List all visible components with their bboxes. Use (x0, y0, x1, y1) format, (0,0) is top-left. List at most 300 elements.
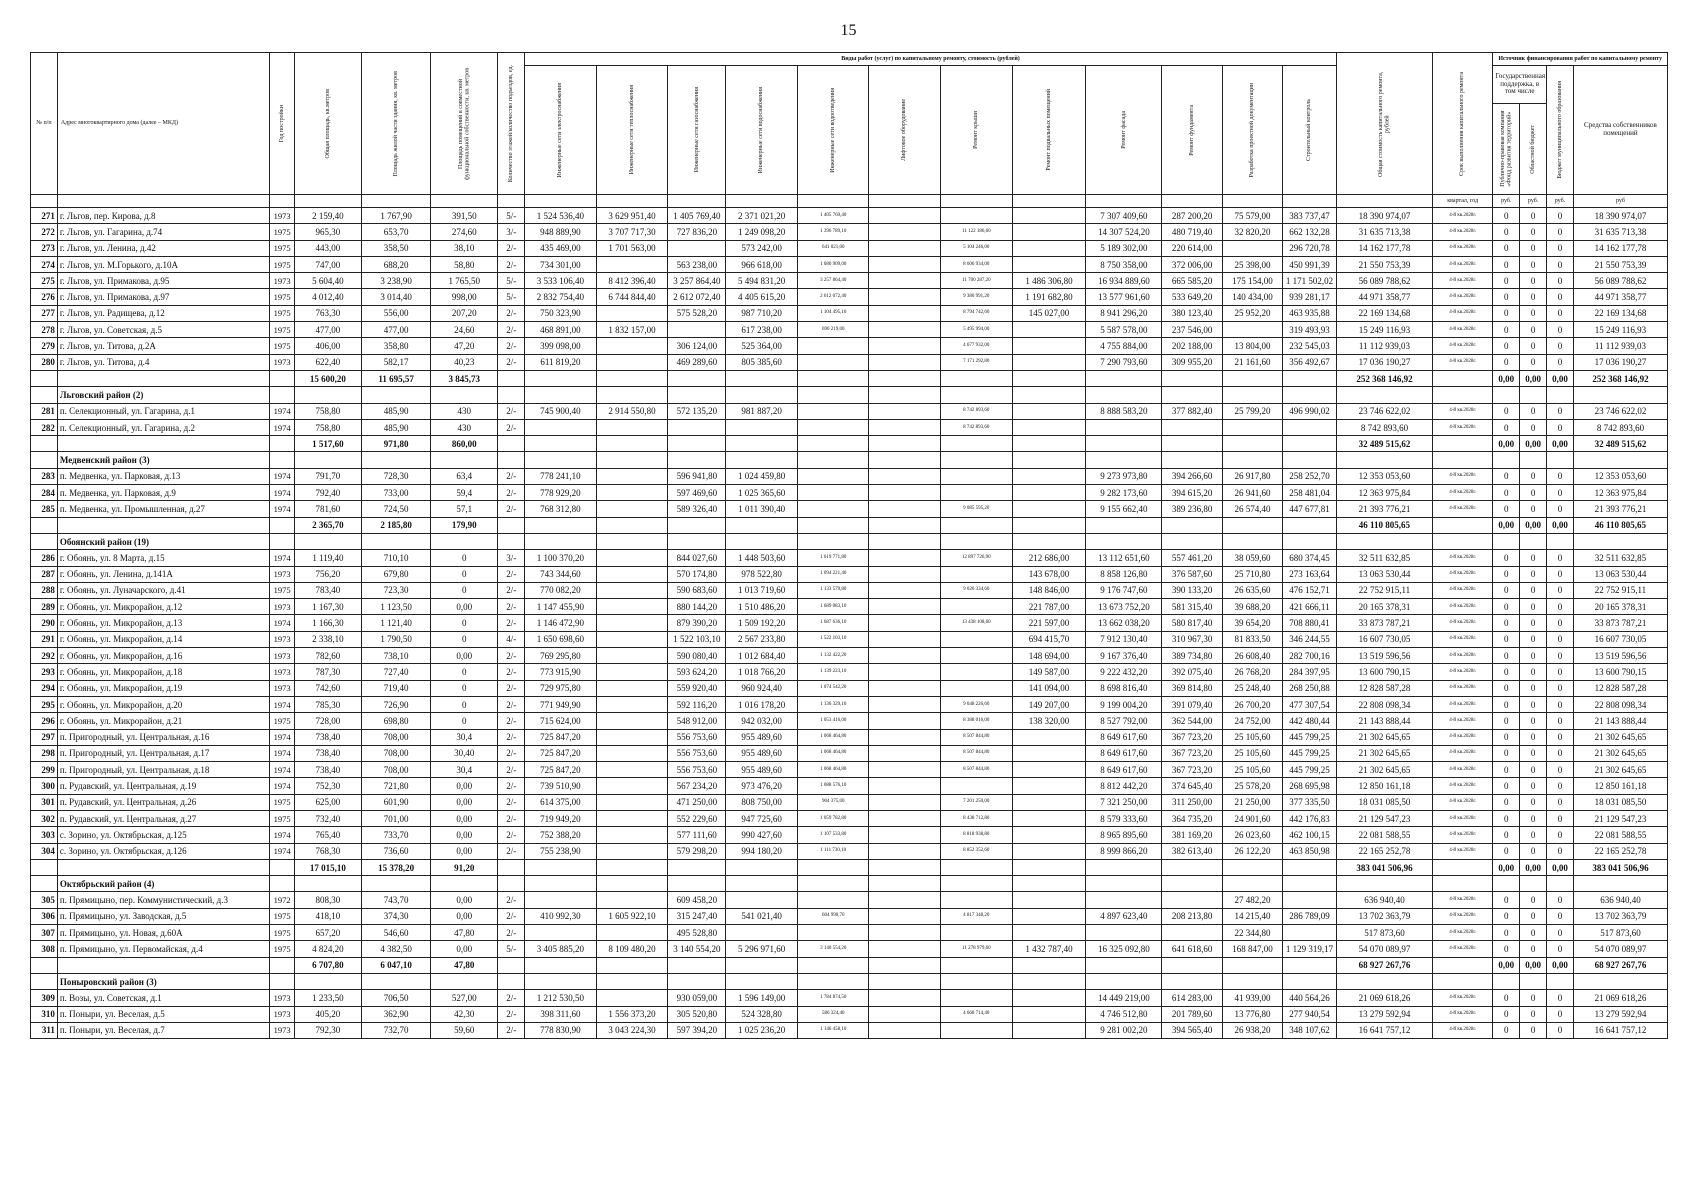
row-living-area: 733,00 (361, 485, 430, 501)
total-blank (668, 859, 726, 875)
row-total-cost: 21 302 645,65 (1336, 762, 1432, 778)
row-common-area: 0,00 (431, 778, 498, 794)
row-work-sewage: 1 619 771,80 (797, 550, 869, 566)
row-fund-public: 0 (1493, 615, 1520, 631)
row-fund-owners: 18 031 085,50 (1573, 794, 1667, 810)
row-work-gas: 577 111,60 (668, 827, 726, 843)
row-deadline: 4-й кв.2028г. (1433, 305, 1493, 321)
section-blank (941, 452, 1013, 468)
row-living-area: 358,80 (361, 338, 430, 354)
row-work-water: 981 887,20 (726, 403, 798, 419)
row-fund-local: 0 (1547, 729, 1574, 745)
row-number: 291 (31, 631, 58, 647)
row-work-sewage: 1 146 458,10 (797, 1022, 869, 1038)
row-common-area: 47,80 (431, 925, 498, 941)
header-work-heat: Инженерные сети теплоснабжения (596, 66, 668, 195)
row-work-sewage: 1 107 533,80 (797, 827, 869, 843)
row-address: п. Прямицыно, ул. Новая, д.60А (57, 925, 269, 941)
row-work-facade: 16 325 092,80 (1086, 941, 1162, 957)
row-work-facade: 8 698 816,40 (1086, 680, 1162, 696)
section-blank (270, 533, 295, 549)
row-total-area: 808,30 (294, 892, 361, 908)
row-work-water (726, 892, 798, 908)
row-fund-public: 0 (1493, 256, 1520, 272)
row-work-design: 13 776,80 (1222, 1006, 1282, 1022)
row-work-elevator (869, 403, 941, 419)
table-row (31, 256, 1668, 272)
row-common-area: 0,00 (431, 843, 498, 859)
row-fund-owners: 54 070 089,97 (1573, 941, 1667, 957)
row-work-sewage: 1 784 874,50 (797, 990, 869, 1006)
row-fund-public: 0 (1493, 810, 1520, 826)
total-fund-public: 0,00 (1493, 859, 1520, 875)
row-number: 274 (31, 256, 58, 272)
row-work-electric: 771 949,90 (525, 696, 597, 712)
row-work-foundation: 641 618,60 (1162, 941, 1222, 957)
row-fund-owners: 21 143 888,44 (1573, 713, 1667, 729)
section-blank (869, 876, 941, 892)
total-blank (596, 859, 668, 875)
row-work-supervision: 232 545,03 (1283, 338, 1337, 354)
row-work-foundation: 381 169,20 (1162, 827, 1222, 843)
header-floors: Количество этажей/количество подъездов, ед. (498, 53, 525, 195)
row-total-area: 781,60 (294, 501, 361, 517)
row-floors: 2/- (498, 680, 525, 696)
row-year: 1973 (270, 1022, 295, 1038)
row-year: 1972 (270, 892, 295, 908)
section-blank (726, 452, 798, 468)
row-fund-owners: 21 302 645,65 (1573, 729, 1667, 745)
row-fund-local: 0 (1547, 273, 1574, 289)
row-work-design: 24 901,60 (1222, 810, 1282, 826)
row-fund-local: 0 (1547, 794, 1574, 810)
row-work-supervision: 442 176,83 (1283, 810, 1337, 826)
row-address: п. Рудавский, ул. Центральная, д.19 (57, 778, 269, 794)
row-work-supervision: 680 374,45 (1283, 550, 1337, 566)
row-work-sewage: 1 080 909,00 (797, 256, 869, 272)
row-number: 296 (31, 713, 58, 729)
row-living-area: 362,90 (361, 1006, 430, 1022)
row-living-area: 3 238,90 (361, 273, 430, 289)
section-blank (31, 876, 58, 892)
row-work-electric: 743 344,60 (525, 566, 597, 582)
row-work-electric: 752 388,20 (525, 827, 597, 843)
row-work-electric: 1 650 698,60 (525, 631, 597, 647)
row-work-elevator (869, 240, 941, 256)
section-blank (31, 533, 58, 549)
row-floors: 2/- (498, 468, 525, 484)
total-blank (869, 859, 941, 875)
row-living-area: 701,00 (361, 810, 430, 826)
table-row (31, 338, 1668, 354)
row-work-facade: 4 897 623,40 (1086, 908, 1162, 924)
row-total-cost: 13 063 530,44 (1336, 566, 1432, 582)
row-living-area: 733,70 (361, 827, 430, 843)
row-deadline: 4-й кв.2028г. (1433, 827, 1493, 843)
row-work-elevator (869, 1006, 941, 1022)
row-work-sewage: 1 687 636,10 (797, 615, 869, 631)
row-floors: 2/- (498, 696, 525, 712)
row-work-facade: 5 587 578,00 (1086, 322, 1162, 338)
total-blank (1222, 517, 1282, 533)
section-blank (1547, 533, 1574, 549)
row-work-water: 541 021,40 (726, 908, 798, 924)
row-work-gas: 471 250,00 (668, 794, 726, 810)
total-fund-regional: 0,00 (1520, 957, 1547, 973)
row-fund-regional: 0 (1520, 713, 1547, 729)
row-common-area: 30,4 (431, 729, 498, 745)
section-blank (797, 876, 869, 892)
row-fund-owners: 33 873 787,21 (1573, 615, 1667, 631)
section-blank (294, 452, 361, 468)
row-common-area: 0 (431, 680, 498, 696)
section-blank (1433, 533, 1493, 549)
row-fund-local: 0 (1547, 762, 1574, 778)
row-work-heat (596, 338, 668, 354)
row-total-area: 752,30 (294, 778, 361, 794)
row-deadline: 4-й кв.2028г. (1433, 338, 1493, 354)
table-row (31, 631, 1668, 647)
row-work-supervision: 284 397,95 (1283, 664, 1337, 680)
row-number: 283 (31, 468, 58, 484)
row-total-cost: 21 393 776,21 (1336, 501, 1432, 517)
row-work-roof (941, 648, 1013, 664)
row-work-facade: 13 577 961,60 (1086, 289, 1162, 305)
row-common-area: 0,00 (431, 941, 498, 957)
row-deadline: 4-й кв.2028г. (1433, 908, 1493, 924)
row-address: г. Льгов, ул. Радищева, д.12 (57, 305, 269, 321)
row-total-area: 5 604,40 (294, 273, 361, 289)
row-work-electric: 778 241,10 (525, 468, 597, 484)
row-work-electric (525, 892, 597, 908)
total-blank (941, 859, 1013, 875)
row-work-design: 32 820,20 (1222, 224, 1282, 240)
total-blank (1283, 957, 1337, 973)
total-blank (1222, 436, 1282, 452)
row-address: г. Льгов, ул. Советская, д.5 (57, 322, 269, 338)
row-work-gas: 844 027,60 (668, 550, 726, 566)
section-blank (498, 452, 525, 468)
section-blank (797, 387, 869, 403)
section-blank (1493, 533, 1520, 549)
section-blank (869, 973, 941, 989)
row-fund-local: 0 (1547, 745, 1574, 761)
row-fund-public: 0 (1493, 648, 1520, 664)
row-work-sewage (797, 338, 869, 354)
table-row (31, 892, 1668, 908)
row-living-area: 601,90 (361, 794, 430, 810)
row-work-electric: 715 624,00 (525, 713, 597, 729)
row-work-electric: 769 295,80 (525, 648, 597, 664)
section-row (31, 387, 1668, 403)
row-common-area: 0 (431, 566, 498, 582)
row-total-area: 1 233,50 (294, 990, 361, 1006)
total-blank (941, 957, 1013, 973)
row-common-area: 0,00 (431, 648, 498, 664)
row-work-gas: 315 247,40 (668, 908, 726, 924)
row-work-elevator (869, 680, 941, 696)
row-work-electric: 468 891,00 (525, 322, 597, 338)
section-blank (668, 973, 726, 989)
row-work-gas: 469 289,60 (668, 354, 726, 370)
total-blank (726, 370, 798, 386)
row-work-electric: 3 405 885,20 (525, 941, 597, 957)
total-blank (668, 370, 726, 386)
total-blank (1086, 370, 1162, 386)
row-total-area: 1 167,30 (294, 599, 361, 615)
row-work-electric: 435 469,00 (525, 240, 597, 256)
row-work-sewage: 1 111 730,10 (797, 843, 869, 859)
section-blank (431, 876, 498, 892)
row-work-facade: 7 321 250,00 (1086, 794, 1162, 810)
total-living-area: 11 695,57 (361, 370, 430, 386)
row-fund-local: 0 (1547, 778, 1574, 794)
row-total-area: 2 159,40 (294, 208, 361, 224)
row-fund-public: 0 (1493, 240, 1520, 256)
row-fund-local: 0 (1547, 1022, 1574, 1038)
row-fund-public: 0 (1493, 501, 1520, 517)
header-total-area: Общая площадь, кв.метров (294, 53, 361, 195)
row-work-roof (941, 664, 1013, 680)
row-work-basement (1012, 729, 1086, 745)
row-work-basement: 141 094,00 (1012, 680, 1086, 696)
row-deadline: 4-й кв.2028г. (1433, 224, 1493, 240)
row-floors: 2/- (498, 892, 525, 908)
total-row (31, 517, 1668, 533)
row-common-area: 0 (431, 582, 498, 598)
row-work-gas: 880 144,20 (668, 599, 726, 615)
row-work-supervision: 268 250,88 (1283, 680, 1337, 696)
row-living-area: 1 790,50 (361, 631, 430, 647)
row-work-foundation: 201 789,60 (1162, 1006, 1222, 1022)
row-number: 301 (31, 794, 58, 810)
section-blank (596, 452, 668, 468)
table-row (31, 273, 1668, 289)
row-work-design: 25 398,00 (1222, 256, 1282, 272)
row-work-design: 25 710,80 (1222, 566, 1282, 582)
table-row (31, 305, 1668, 321)
row-fund-local: 0 (1547, 224, 1574, 240)
row-fund-local: 0 (1547, 419, 1574, 435)
table-row (31, 1006, 1668, 1022)
table-row (31, 468, 1668, 484)
row-fund-local: 0 (1547, 990, 1574, 1006)
row-work-sewage: 1 132 422,20 (797, 648, 869, 664)
total-common-area: 47,80 (431, 957, 498, 973)
row-work-gas (668, 322, 726, 338)
row-work-design: 75 579,00 (1222, 208, 1282, 224)
row-year: 1973 (270, 664, 295, 680)
row-fund-owners: 31 635 713,38 (1573, 224, 1667, 240)
row-floors: 2/- (498, 990, 525, 1006)
row-common-area: 430 (431, 403, 498, 419)
row-work-gas: 590 080,40 (668, 648, 726, 664)
row-work-facade (1086, 892, 1162, 908)
total-blank (525, 957, 597, 973)
row-deadline: 4-й кв.2028г. (1433, 273, 1493, 289)
row-year: 1975 (270, 224, 295, 240)
row-work-design: 25 578,20 (1222, 778, 1282, 794)
section-blank (1222, 452, 1282, 468)
row-floors: 2/- (498, 322, 525, 338)
row-work-gas: 609 458,20 (668, 892, 726, 908)
row-work-electric: 948 889,90 (525, 224, 597, 240)
row-address: г. Льгов, ул. Примакова, д.95 (57, 273, 269, 289)
table-row (31, 289, 1668, 305)
row-year: 1975 (270, 794, 295, 810)
row-work-elevator (869, 501, 941, 517)
row-work-facade: 8 649 617,60 (1086, 762, 1162, 778)
row-work-roof: 9 048 226,60 (941, 696, 1013, 712)
row-address: п. Пригородный, ул. Центральная, д.17 (57, 745, 269, 761)
row-work-facade: 4 755 884,00 (1086, 338, 1162, 354)
header-works-group: Виды работ (услуг) по капитальному ремонту, стоимость (рублей) (525, 53, 1337, 66)
row-total-area: 965,30 (294, 224, 361, 240)
header-fund-public: Публично-правовая компания «Фонд развития территорий» (1493, 104, 1520, 195)
row-work-roof: 8 507 844,80 (941, 762, 1013, 778)
row-total-area: 747,00 (294, 256, 361, 272)
section-blank (1433, 387, 1493, 403)
row-living-area: 3 014,40 (361, 289, 430, 305)
row-number: 278 (31, 322, 58, 338)
row-work-foundation: 557 461,20 (1162, 550, 1222, 566)
table-row (31, 322, 1668, 338)
capital-repair-table-sheet (30, 52, 1668, 1039)
row-fund-public: 0 (1493, 403, 1520, 419)
section-blank (1012, 387, 1086, 403)
row-deadline: 4-й кв.2028г. (1433, 843, 1493, 859)
section-blank (431, 533, 498, 549)
total-blank (525, 370, 597, 386)
row-work-facade (1086, 925, 1162, 941)
table-row (31, 566, 1668, 582)
row-work-facade: 13 112 651,60 (1086, 550, 1162, 566)
row-work-water: 1 596 149,00 (726, 990, 798, 1006)
row-work-gas: 727 836,20 (668, 224, 726, 240)
row-fund-local: 0 (1547, 550, 1574, 566)
row-work-foundation: 202 188,00 (1162, 338, 1222, 354)
row-work-basement (1012, 810, 1086, 826)
row-total-area: 622,40 (294, 354, 361, 370)
row-number: 273 (31, 240, 58, 256)
row-work-facade: 8 750 358,00 (1086, 256, 1162, 272)
row-work-roof: 8 852 352,60 (941, 843, 1013, 859)
row-common-area: 527,00 (431, 990, 498, 1006)
row-deadline: 4-й кв.2028г. (1433, 354, 1493, 370)
row-address: г. Обоянь, ул. Микрорайон, д.16 (57, 648, 269, 664)
row-living-area: 582,17 (361, 354, 430, 370)
row-deadline: 4-й кв.2028г. (1433, 892, 1493, 908)
row-address: г. Обоянь, ул. Микрорайон, д.14 (57, 631, 269, 647)
row-deadline: 4-й кв.2028г. (1433, 745, 1493, 761)
table-row (31, 501, 1668, 517)
section-title: Льговский район (2) (57, 387, 269, 403)
row-total-cost: 22 169 134,68 (1336, 305, 1432, 321)
row-year: 1974 (270, 501, 295, 517)
row-fund-public: 0 (1493, 843, 1520, 859)
header-work-electric: Инженерные сети электроснабжения (525, 66, 597, 195)
row-number: 302 (31, 810, 58, 826)
total-blank (31, 436, 58, 452)
row-work-water: 5 296 971,60 (726, 941, 798, 957)
row-work-basement (1012, 827, 1086, 843)
row-common-area: 0 (431, 631, 498, 647)
total-blank (596, 436, 668, 452)
row-work-supervision: 383 737,47 (1283, 208, 1337, 224)
row-year: 1974 (270, 827, 295, 843)
row-living-area: 374,30 (361, 908, 430, 924)
row-work-foundation: 389 236,80 (1162, 501, 1222, 517)
row-work-water: 955 489,60 (726, 762, 798, 778)
row-address: г. Обоянь, ул. Луначарского, д.41 (57, 582, 269, 598)
row-total-area: 2 338,10 (294, 631, 361, 647)
row-fund-public: 0 (1493, 224, 1520, 240)
section-blank (1283, 452, 1337, 468)
row-number: 299 (31, 762, 58, 778)
table-row (31, 582, 1668, 598)
row-work-gas: 879 390,20 (668, 615, 726, 631)
row-fund-regional: 0 (1520, 990, 1547, 1006)
row-work-water: 1 448 503,60 (726, 550, 798, 566)
row-living-area: 708,00 (361, 729, 430, 745)
row-fund-owners: 21 129 547,23 (1573, 810, 1667, 826)
total-blank (1086, 436, 1162, 452)
row-work-facade: 9 273 973,80 (1086, 468, 1162, 484)
row-work-design: 26 023,60 (1222, 827, 1282, 843)
row-work-foundation: 374 645,40 (1162, 778, 1222, 794)
section-blank (869, 452, 941, 468)
table-row (31, 419, 1668, 435)
row-work-roof (941, 566, 1013, 582)
row-fund-public: 0 (1493, 468, 1520, 484)
row-work-basement (1012, 745, 1086, 761)
row-work-design: 22 344,80 (1222, 925, 1282, 941)
row-work-elevator (869, 208, 941, 224)
row-work-roof: 5 104 246,00 (941, 240, 1013, 256)
row-work-elevator (869, 468, 941, 484)
row-fund-regional: 0 (1520, 664, 1547, 680)
row-deadline: 4-й кв.2028г. (1433, 501, 1493, 517)
row-fund-regional: 0 (1520, 615, 1547, 631)
row-total-area: 783,40 (294, 582, 361, 598)
row-work-elevator (869, 419, 941, 435)
row-work-basement (1012, 419, 1086, 435)
row-work-gas: 572 135,20 (668, 403, 726, 419)
row-work-elevator (869, 354, 941, 370)
row-work-heat: 1 701 563,00 (596, 240, 668, 256)
row-floors: 2/- (498, 762, 525, 778)
table-row (31, 648, 1668, 664)
row-deadline: 4-й кв.2028г. (1433, 794, 1493, 810)
row-work-water: 808 750,00 (726, 794, 798, 810)
row-floors: 2/- (498, 925, 525, 941)
row-year: 1974 (270, 403, 295, 419)
row-work-basement: 221 787,00 (1012, 599, 1086, 615)
section-blank (1520, 876, 1547, 892)
row-work-sewage: 586 324,40 (797, 1006, 869, 1022)
section-blank (1433, 876, 1493, 892)
row-year: 1973 (270, 990, 295, 1006)
row-work-gas: 2 612 072,40 (668, 289, 726, 305)
row-floors: 2/- (498, 615, 525, 631)
section-blank (1520, 452, 1547, 468)
row-work-design: 25 105,60 (1222, 762, 1282, 778)
row-address: п. Прямицыно, пер. Коммунистический, д.3 (57, 892, 269, 908)
row-work-heat: 3 707 717,30 (596, 224, 668, 240)
total-blank (726, 957, 798, 973)
row-fund-owners: 22 752 915,11 (1573, 582, 1667, 598)
header-funding-group: Источник финансирования работ по капитальному ремонту (1493, 53, 1668, 66)
